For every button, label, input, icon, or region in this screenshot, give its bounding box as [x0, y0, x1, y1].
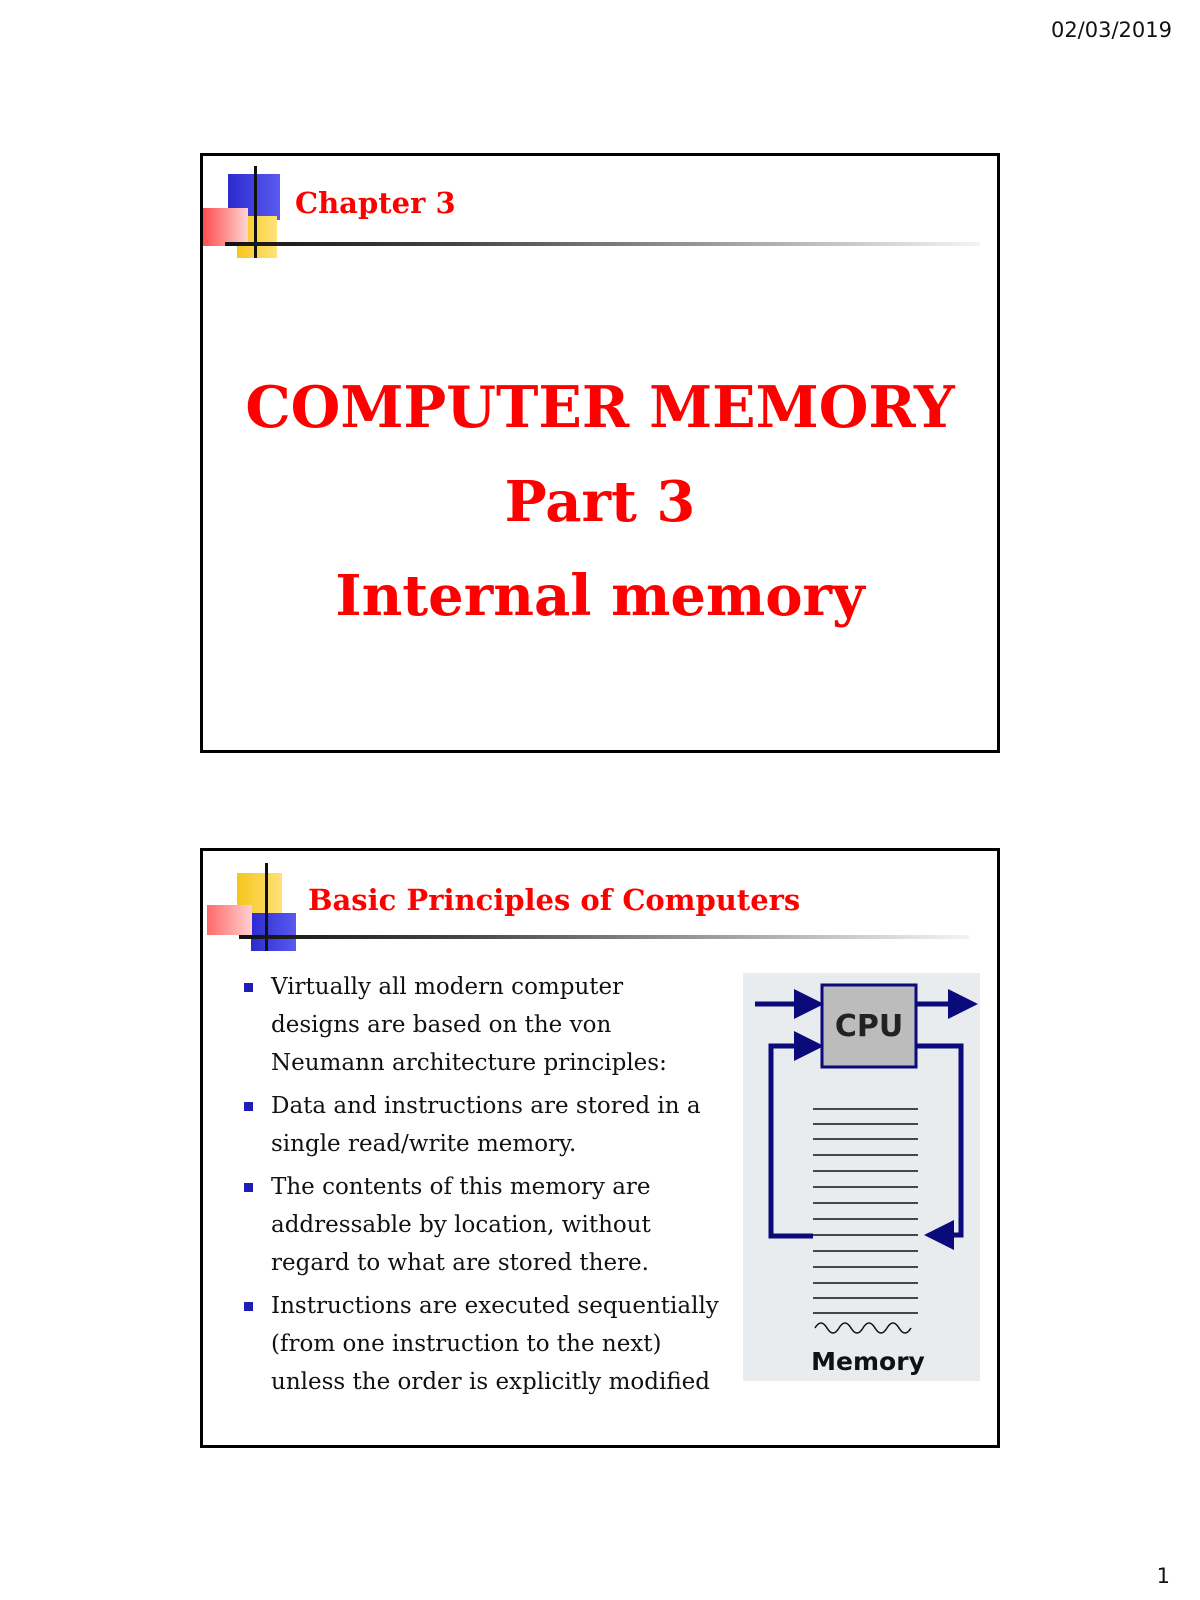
cpu-label: CPU — [834, 1008, 904, 1044]
page-number: 1 — [1156, 1564, 1170, 1588]
bullet-line: Virtually all modern computer — [271, 974, 624, 1000]
bullet-line: designs are based on the von — [271, 1012, 612, 1038]
loop-arrow-icon — [771, 1046, 813, 1236]
memory-continuation-icon — [815, 1323, 911, 1333]
bullet-list — [241, 968, 741, 1406]
bullet-line: single read/write memory. — [271, 1131, 577, 1157]
slide-heading: Chapter 3 — [295, 186, 456, 220]
list-item — [241, 1087, 741, 1163]
bullet-line: The contents of this memory are — [271, 1174, 651, 1200]
memory-label: Memory — [811, 1347, 925, 1376]
title-line: Part 3 — [504, 469, 696, 535]
bullet-line: Instructions are executed sequentially — [271, 1293, 719, 1319]
square-bullet-icon — [244, 1302, 253, 1311]
bullet-line: unless the order is explicitly modified — [271, 1369, 711, 1395]
list-item — [241, 1168, 741, 1282]
memory-cells — [813, 1109, 918, 1313]
title-line: COMPUTER MEMORY — [245, 374, 955, 441]
bullet-line: Neumann architecture principles: — [271, 1050, 667, 1076]
title-line: Internal memory — [335, 563, 865, 629]
slide-basic-principles — [200, 848, 1000, 1448]
bullet-line: addressable by location, without — [271, 1212, 651, 1238]
slide-title-text — [203, 361, 997, 643]
loop-arrow-icon — [917, 1046, 961, 1235]
slide-title — [200, 153, 1000, 753]
square-bullet-icon — [244, 983, 253, 992]
bullet-line: (from one instruction to the next) — [271, 1331, 662, 1357]
page-date: 02/03/2019 — [1050, 18, 1172, 42]
list-item — [241, 1287, 741, 1401]
bullet-line: regard to what are stored there. — [271, 1250, 649, 1276]
von-neumann-diagram — [743, 973, 980, 1381]
bullet-line: Data and instructions are stored in a — [271, 1093, 701, 1119]
slide-heading: Basic Principles of Computers — [308, 883, 801, 917]
square-bullet-icon — [244, 1102, 253, 1111]
list-item — [241, 968, 741, 1082]
square-bullet-icon — [244, 1183, 253, 1192]
